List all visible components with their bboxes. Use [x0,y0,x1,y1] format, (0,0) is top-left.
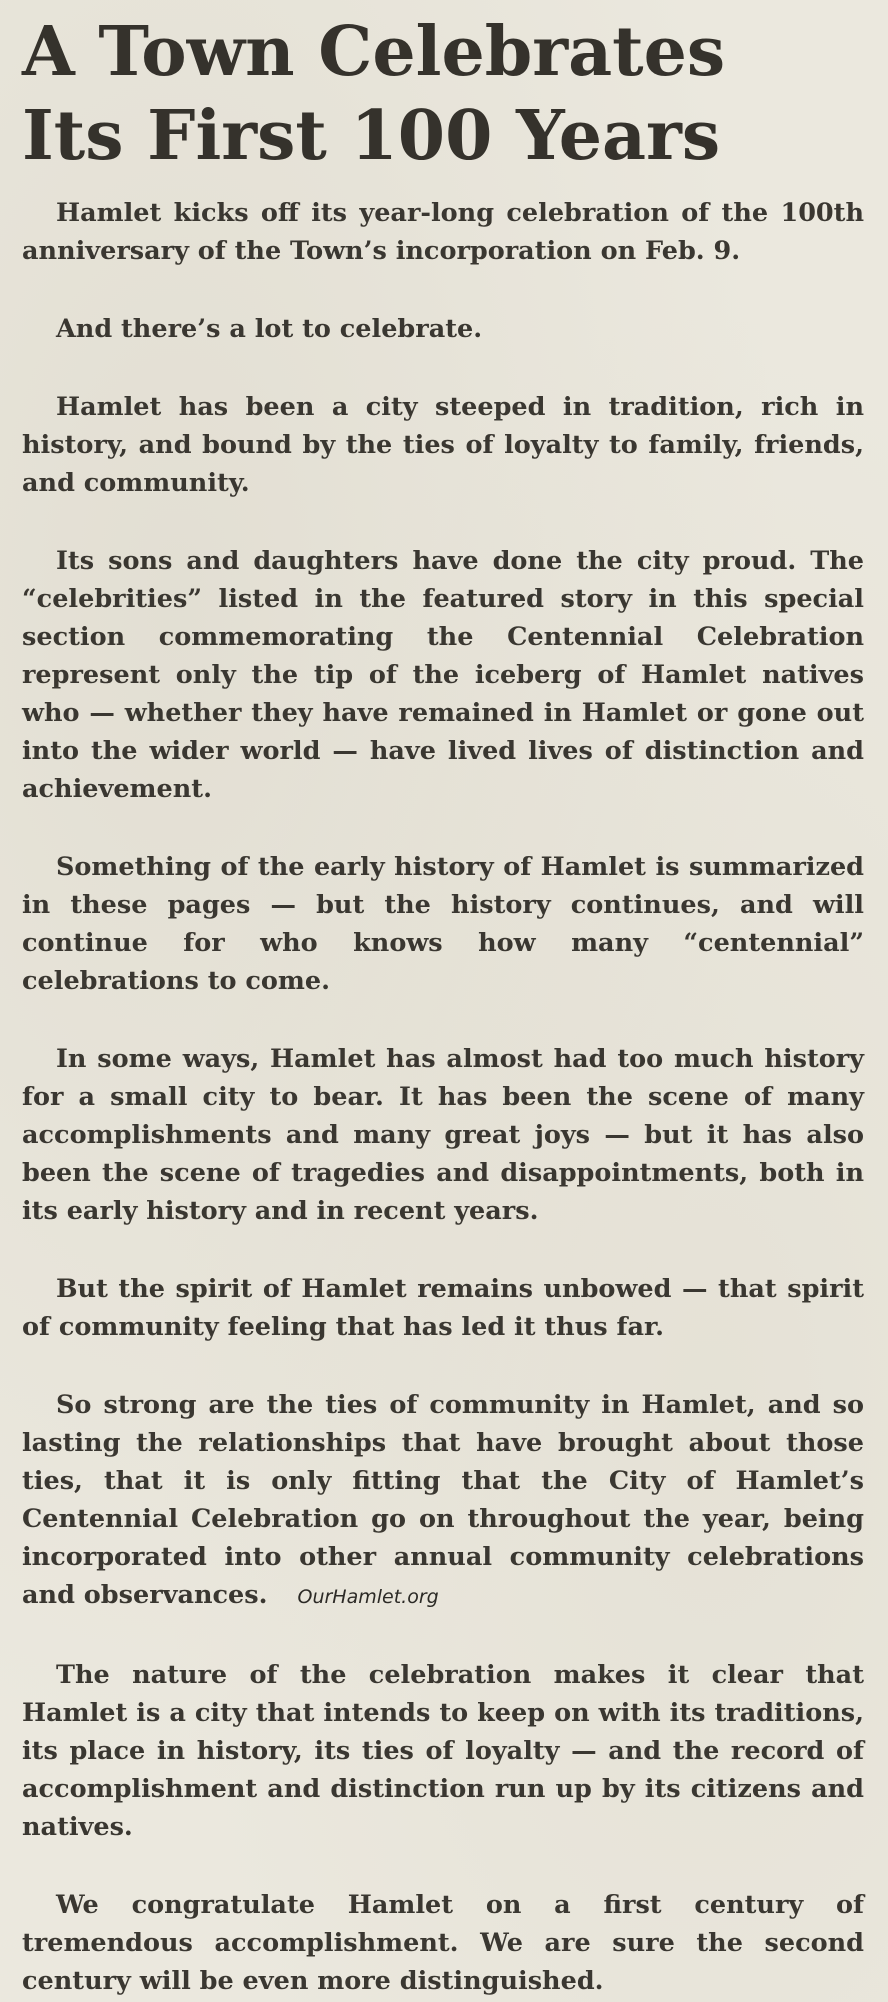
paragraph-5: Something of the early history of Hamlet is summarized in these pages — but the history continues, and will continue for who knows how many “centennial” celebrations to come. [22,852,864,996]
paragraph-4: Its sons and daughters have done the city proud. The “celebrities” listed in the featured story in this special section commemorating the Centennial Celebration represent only the tip of the iceberg of Hamlet natives who — whether they have remained in Hamlet or gone out into the wider world — have lived lives of distinction and achievement. [22,546,864,804]
paragraph-9: The nature of the celebration makes it clear that Hamlet is a city that intends to keep on with its traditions, its place in history, its ties of loyalty — and the record of accomplishment and distinction run up by its citizens and natives. [22,1660,864,1842]
headline-line-1: A Town Celebrates [22,12,726,92]
watermark-text: OurHamlet.org [297,1586,439,1608]
paragraph-8 [22,1386,864,1616]
paragraph-10: We congratulate Hamlet on a first century of tremendous accomplishment. We are sure the second century will be even more distinguished. [22,1890,864,1996]
paragraph-2: And there’s a lot to celebrate. [56,314,483,344]
paragraph-3: Hamlet has been a city steeped in tradition, rich in history, and bound by the ties of loyalty to family, friends, and community. [22,392,864,498]
article-body [22,194,864,2000]
headline [22,10,864,178]
paragraph-6: In some ways, Hamlet has almost had too much history for a small city to bear. It has been the scene of many accomplishments and many great joys — but it has also been the scene of tragedies and disappointments, both in its early history and in recent years. [22,1044,864,1226]
paragraph-7: But the spirit of Hamlet remains unbowed — that spirit of community feeling that has led it thus far. [22,1274,864,1342]
paragraph-8-text: So strong are the ties of community in Hamlet, and so lasting the relationships that have brought about those ties, that it is only fitting that the City of Hamlet’s Centennial Celebration go on throughout the year, being incorporated into other annual community celebrations and observances. [22,1390,864,1610]
headline-line-2: Its First 100 Years [22,96,721,176]
paragraph-1: Hamlet kicks off its year-long celebration of the 100th anniversary of the Town’s incorporation on Feb. 9. [22,198,864,266]
